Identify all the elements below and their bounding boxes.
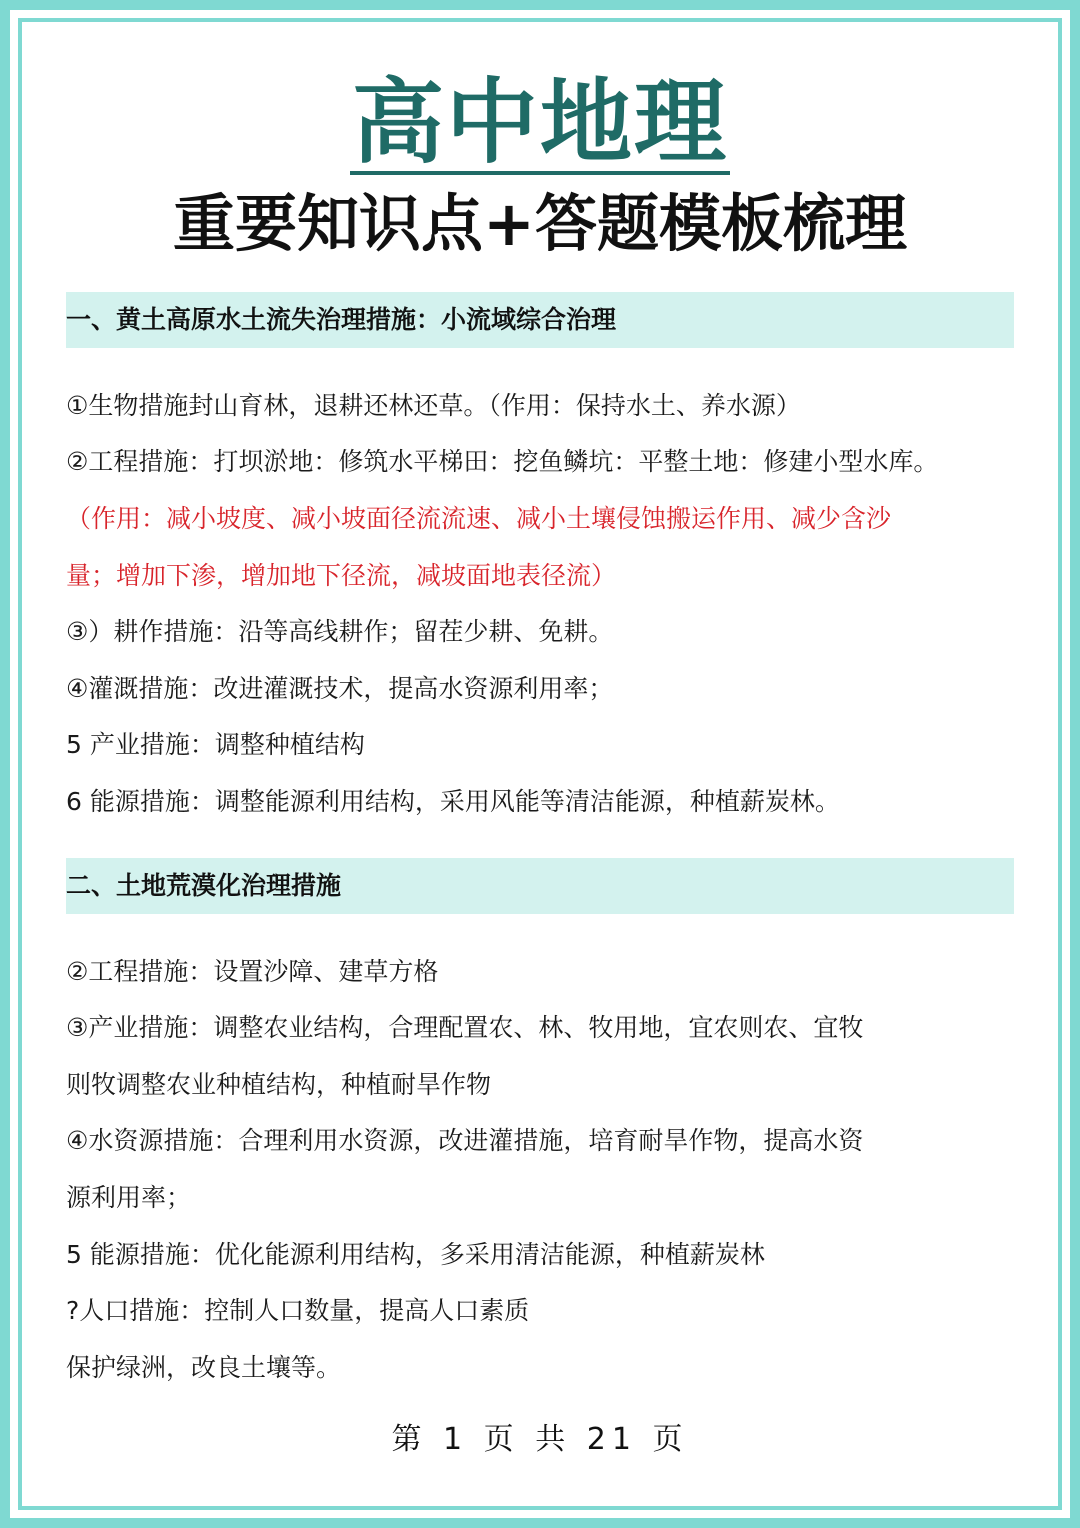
- text-line: ?人口措施：控制人口数量，提高人口素质: [66, 1296, 530, 1325]
- text-line: ③产业措施：调整农业结构，合理配置农、林、牧用地，宜农则农、宜牧: [66, 1013, 864, 1042]
- text-line: ②工程措施：设置沙障、建草方格: [66, 957, 439, 986]
- highlighted-text-line: （作用：减小坡度、减小坡面径流流速、减小土壤侵蚀搬运作用、减少含沙: [66, 504, 892, 533]
- text-line: 保护绿洲，改良土壤等。: [66, 1353, 342, 1382]
- text-line: ④灌溉措施：改进灌溉技术，提高水资源利用率；: [66, 674, 614, 703]
- page-title: [0, 68, 1080, 178]
- section-heading-soil-erosion: 一、黄土高原水土流失治理措施：小流域综合治理: [66, 292, 1014, 348]
- text-line: ④水资源措施：合理利用水资源，改进灌措施，培育耐旱作物，提高水资: [66, 1126, 864, 1155]
- highlighted-text-line: 量；增加下渗，增加地下径流，减坡面地表径流）: [66, 561, 617, 590]
- section-heading-desertification: 二、土地荒漠化治理措施: [66, 858, 1014, 914]
- text-line: ③）耕作措施：沿等高线耕作；留茬少耕、免耕。: [66, 617, 614, 646]
- text-line: 则牧调整农业种植结构，种植耐旱作物: [66, 1070, 492, 1099]
- page-title-text: 高中地理: [351, 69, 728, 176]
- text-line: 6 能源措施：调整能源利用结构，采用风能等清洁能源，种植薪炭林。: [66, 787, 840, 816]
- page-subtitle: 重要知识点+答题模板梳理: [173, 187, 907, 260]
- text-line: 5 产业措施：调整种植结构: [66, 730, 365, 759]
- text-line: ①生物措施封山育林，退耕还林还草。（作用：保持水土、养水源）: [66, 391, 801, 420]
- text-line: ②工程措施：打坝淤地：修筑水平梯田：挖鱼鳞坑：平整土地：修建小型水库。: [66, 447, 939, 476]
- text-line: 5 能源措施：优化能源利用结构，多采用清洁能源，种植薪炭林: [66, 1240, 765, 1269]
- text-line: 源利用率；: [66, 1183, 192, 1212]
- page-number-footer: 第 1 页 共 21 页: [391, 1422, 689, 1457]
